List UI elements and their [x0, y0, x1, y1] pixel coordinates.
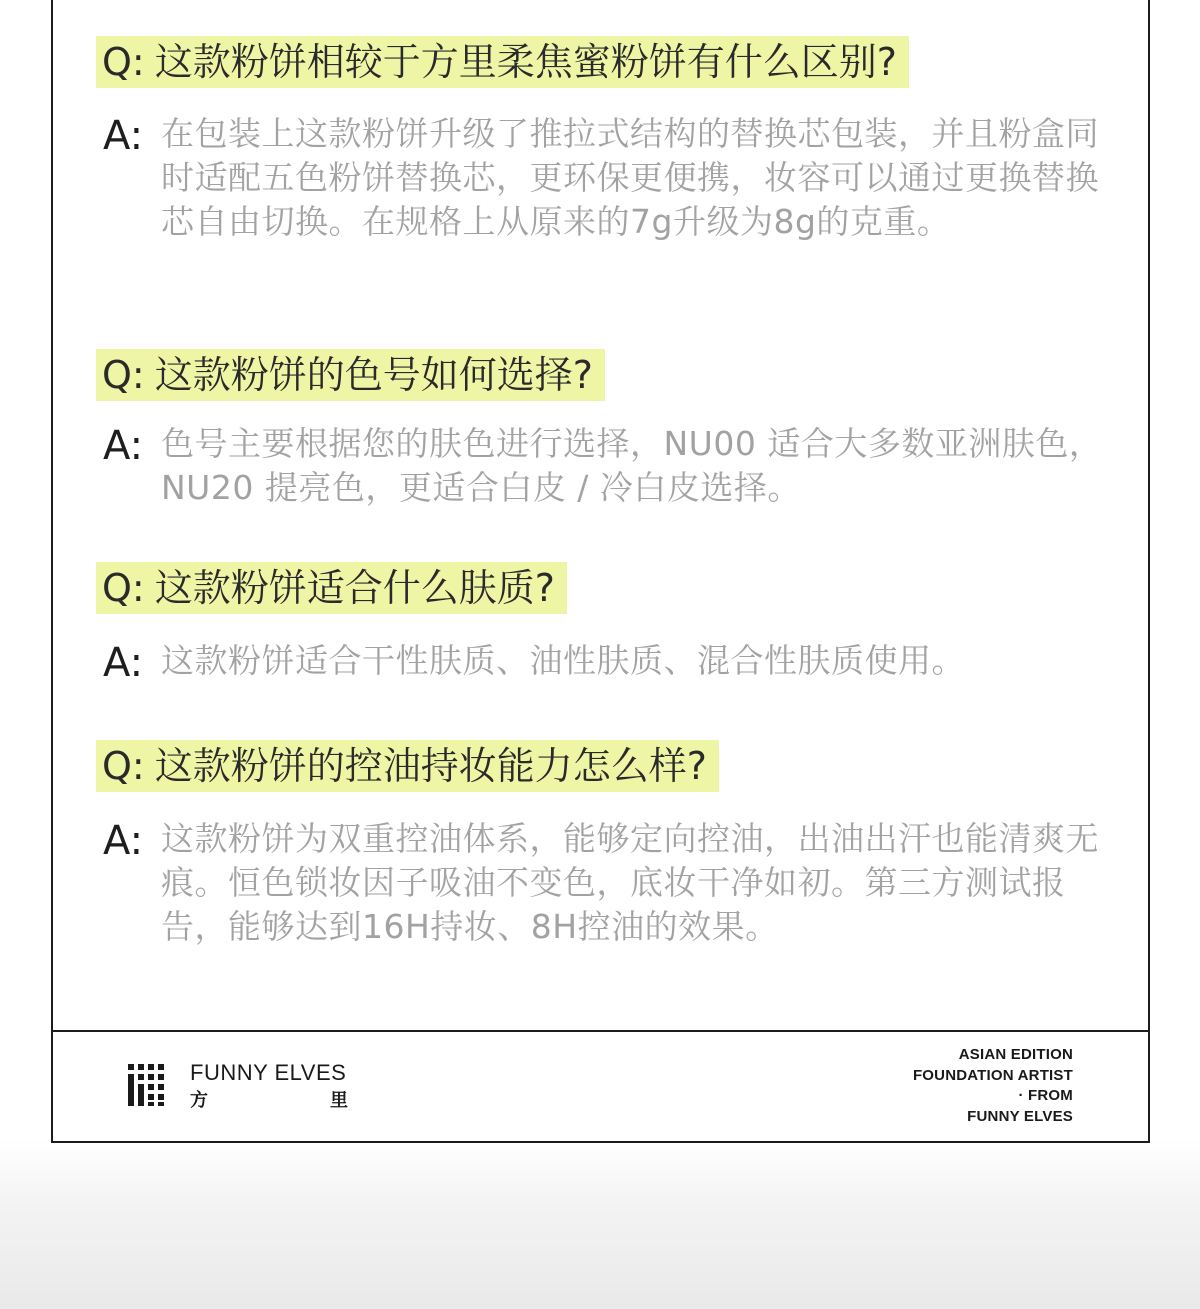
- tagline-line: ASIAN EDITION: [958, 1046, 1073, 1063]
- question-prefix: Q:: [102, 40, 145, 84]
- answer-prefix: A:: [103, 113, 144, 159]
- question-text: 这款粉饼相较于方里柔焦蜜粉饼有什么区别?: [154, 40, 897, 84]
- answer-3: [103, 639, 1103, 686]
- answer-text: 色号主要根据您的肤色进行选择，NU00 适合大多数亚洲肤色，NU20 提亮色，更适合白皮 / 冷白皮选择。: [161, 424, 1103, 507]
- answer-text: 这款粉饼为双重控油体系，能够定向控油，出油出汗也能清爽无痕。恒色锁妆因子吸油不变色，底妆干净如初。第三方测试报告，能够达到16H持妆、8H控油的效果。: [161, 819, 1099, 946]
- brand-name-cn-1: 方: [190, 1090, 208, 1111]
- question-1: [96, 36, 909, 88]
- question-text: 这款粉饼适合什么肤质?: [154, 566, 555, 610]
- answer-prefix: A:: [103, 640, 144, 686]
- tagline-line: FUNNY ELVES: [967, 1107, 1073, 1125]
- answer-4: [103, 817, 1103, 949]
- answer-2: [103, 422, 1103, 510]
- question-2: [96, 349, 605, 401]
- tagline-line: FOUNDATION ARTIST: [912, 1066, 1073, 1084]
- brand-logo: [128, 1060, 368, 1111]
- faq-card: [51, 0, 1150, 1143]
- question-text: 这款粉饼的色号如何选择?: [154, 353, 593, 397]
- brand-name-cn-2: 里: [330, 1090, 348, 1111]
- brand-tagline: [913, 1045, 1073, 1127]
- question-text: 这款粉饼的控油持妆能力怎么样?: [154, 744, 707, 788]
- question-4: [96, 740, 719, 792]
- answer-1: [103, 112, 1103, 244]
- answer-prefix: A:: [103, 423, 144, 469]
- brand-name-en: FUNNY ELVES: [190, 1060, 347, 1085]
- answer-prefix: A:: [103, 818, 144, 864]
- answer-text: 在包装上这款粉饼升级了推拉式结构的替换芯包装，并且粉盒同时适配五色粉饼替换芯，更环保更便携，妆容可以通过更换替换芯自由切换。在规格上从原来的7g升级为8g的克重。: [161, 114, 1099, 241]
- tagline-line: · FROM: [1018, 1087, 1073, 1104]
- question-prefix: Q:: [102, 353, 145, 397]
- footer-divider: [53, 1030, 1148, 1032]
- question-prefix: Q:: [102, 566, 145, 610]
- answer-text: 这款粉饼适合干性肤质、油性肤质、混合性肤质使用。: [161, 641, 965, 680]
- grid-logo-icon: [128, 1064, 172, 1106]
- question-prefix: Q:: [102, 744, 145, 788]
- question-3: [96, 562, 567, 614]
